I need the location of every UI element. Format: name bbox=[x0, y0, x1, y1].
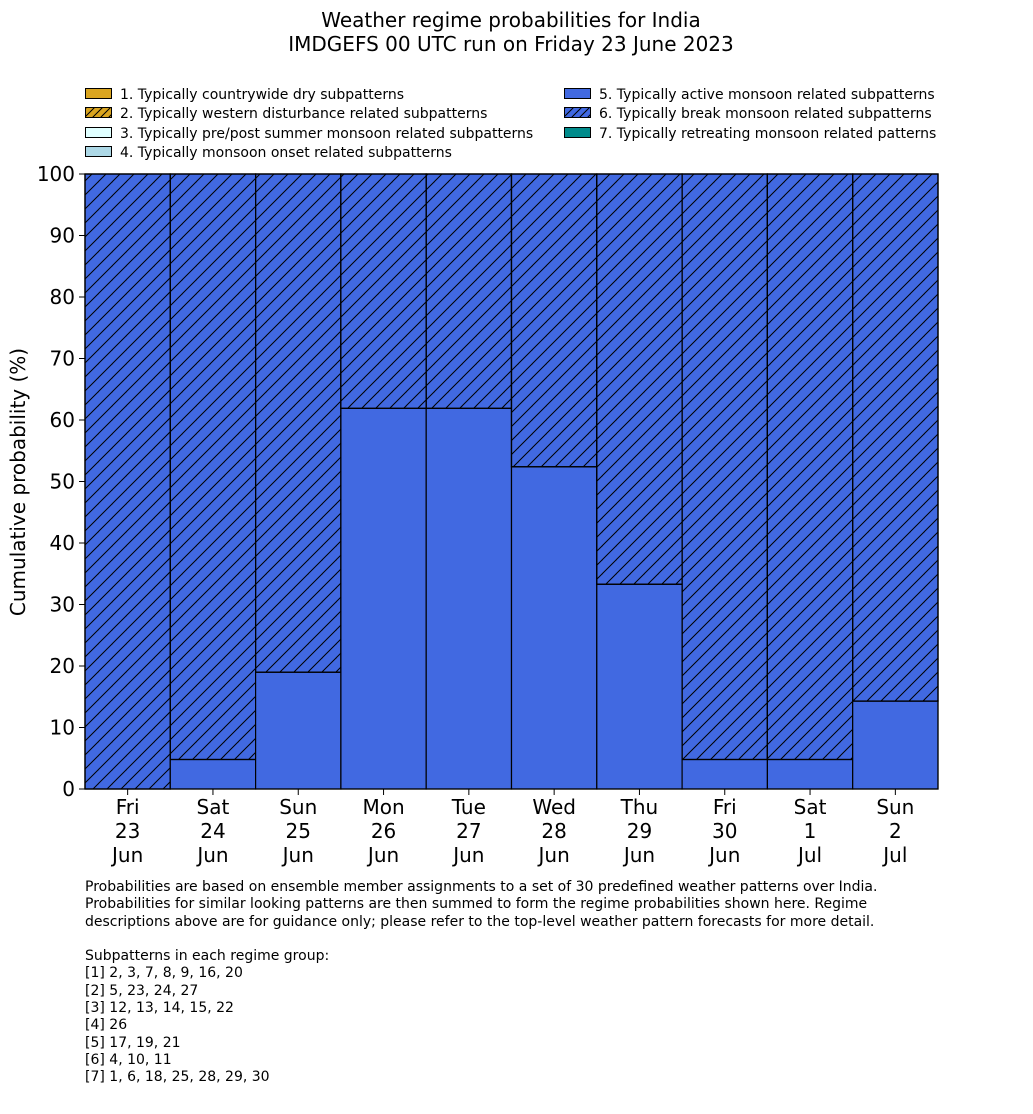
chart-title: Weather regime probabilities for India bbox=[321, 8, 701, 32]
y-tick-label-100: 100 bbox=[36, 162, 75, 186]
legend-label-1: 1. Typically countrywide dry subpatterns bbox=[120, 87, 405, 103]
legend-label-7: 7. Typically retreating monsoon related patterns bbox=[599, 126, 937, 142]
x-tick-label-7: Fri 30 Jun bbox=[709, 795, 741, 867]
y-tick-label-60: 60 bbox=[49, 408, 75, 432]
bar-hatch-series2-1 bbox=[170, 174, 255, 759]
y-tick-label-80: 80 bbox=[49, 285, 75, 309]
legend-label-6: 6. Typically break monsoon related subpatterns bbox=[599, 106, 932, 122]
x-tick-label-0: Fri 23 Jun bbox=[112, 795, 144, 867]
legend-swatch-4 bbox=[85, 146, 112, 157]
y-tick-label-40: 40 bbox=[49, 531, 75, 555]
note-line-11: [7] 1, 6, 18, 25, 28, 29, 30 bbox=[85, 1069, 270, 1086]
bar-hatch-series2-9 bbox=[853, 174, 938, 701]
bar-hatch-series2-4 bbox=[426, 174, 511, 408]
bar-hatch-series2-2 bbox=[256, 174, 341, 672]
legend-swatch-6 bbox=[564, 107, 591, 118]
y-tick-label-70: 70 bbox=[49, 346, 75, 371]
y-tick-label-30: 30 bbox=[49, 592, 75, 617]
bar-hatch-series2-6 bbox=[597, 174, 682, 584]
bar-series1-8 bbox=[767, 759, 852, 789]
bar-series1-4 bbox=[426, 408, 511, 789]
bar-hatch-series2-3 bbox=[341, 174, 426, 408]
bar-series1-7 bbox=[682, 759, 767, 789]
y-tick-label-90: 90 bbox=[49, 223, 75, 248]
y-tick-label-20: 20 bbox=[49, 654, 75, 678]
legend-swatch-3 bbox=[85, 127, 112, 138]
legend-label-5: 5. Typically active monsoon related subpatterns bbox=[599, 87, 935, 103]
bar-hatch-series2-7 bbox=[682, 174, 767, 759]
note-line-9: [5] 17, 19, 21 bbox=[85, 1034, 181, 1051]
note-line-3 bbox=[85, 931, 985, 948]
legend-label-2: 2. Typically western disturbance related subpatterns bbox=[120, 106, 488, 122]
x-tick-label-9: Sun 2 Jul bbox=[876, 795, 915, 867]
chart-bars bbox=[85, 174, 938, 789]
bar-hatch-series2-5 bbox=[512, 174, 597, 467]
x-tick-label-1: Sat 24 Jun bbox=[196, 795, 230, 867]
x-tick-label-8: Sat 1 Jul bbox=[793, 795, 827, 867]
notes bbox=[85, 879, 985, 1087]
y-axis-label: Cumulative probability (%) bbox=[6, 347, 30, 617]
bar-series1-2 bbox=[256, 672, 341, 789]
legend-swatch-5 bbox=[564, 88, 591, 99]
note-line-6: [2] 5, 23, 24, 27 bbox=[85, 982, 199, 999]
note-line-4: Subpatterns in each regime group: bbox=[85, 948, 330, 965]
x-tick-label-6: Thu 29 Jun bbox=[620, 795, 659, 867]
x-tick-label-2: Sun 25 Jun bbox=[279, 795, 318, 867]
bar-series1-5 bbox=[512, 467, 597, 789]
legend-swatch-7 bbox=[564, 127, 591, 138]
y-tick-label-10: 10 bbox=[49, 715, 75, 740]
note-line-7: [3] 12, 13, 14, 15, 22 bbox=[85, 1000, 234, 1017]
bar-hatch-series2-0 bbox=[85, 174, 170, 789]
bar-series1-1 bbox=[170, 759, 255, 789]
y-tick-label-50: 50 bbox=[49, 469, 75, 494]
note-line-10: [6] 4, 10, 11 bbox=[85, 1051, 172, 1068]
bar-series1-3 bbox=[341, 408, 426, 789]
legend-label-4: 4. Typically monsoon onset related subpatterns bbox=[120, 145, 452, 161]
legend-swatch-1 bbox=[85, 88, 112, 99]
note-line-0: Probabilities are based on ensemble member assignments to a set of 30 predefined weather patterns over India. bbox=[85, 879, 878, 895]
bar-series1-6 bbox=[597, 584, 682, 789]
legend-label-3: 3. Typically pre/post summer monsoon related subpatterns bbox=[120, 126, 534, 142]
note-line-5: [1] 2, 3, 7, 8, 9, 16, 20 bbox=[85, 965, 243, 982]
x-tick-label-4: Tue 27 Jun bbox=[451, 795, 486, 867]
bar-hatch-series2-8 bbox=[767, 174, 852, 759]
chart-subtitle: IMDGEFS 00 UTC run on Friday 23 June 2023 bbox=[288, 32, 734, 56]
note-line-2: descriptions above are for guidance only; please refer to the top-level weather pattern forecasts for more detail. bbox=[85, 913, 875, 930]
note-line-8: [4] 26 bbox=[85, 1017, 128, 1034]
x-tick-label-5: Wed 28 Jun bbox=[532, 795, 576, 867]
bar-series1-9 bbox=[853, 701, 938, 789]
y-tick-label-0: 0 bbox=[62, 777, 75, 801]
note-line-1: Probabilities for similar looking patterns are then summed to form the regime probabilities shown here. Regime bbox=[85, 896, 868, 913]
legend-swatch-2 bbox=[85, 107, 112, 118]
x-tick-label-3: Mon 26 Jun bbox=[362, 795, 405, 867]
